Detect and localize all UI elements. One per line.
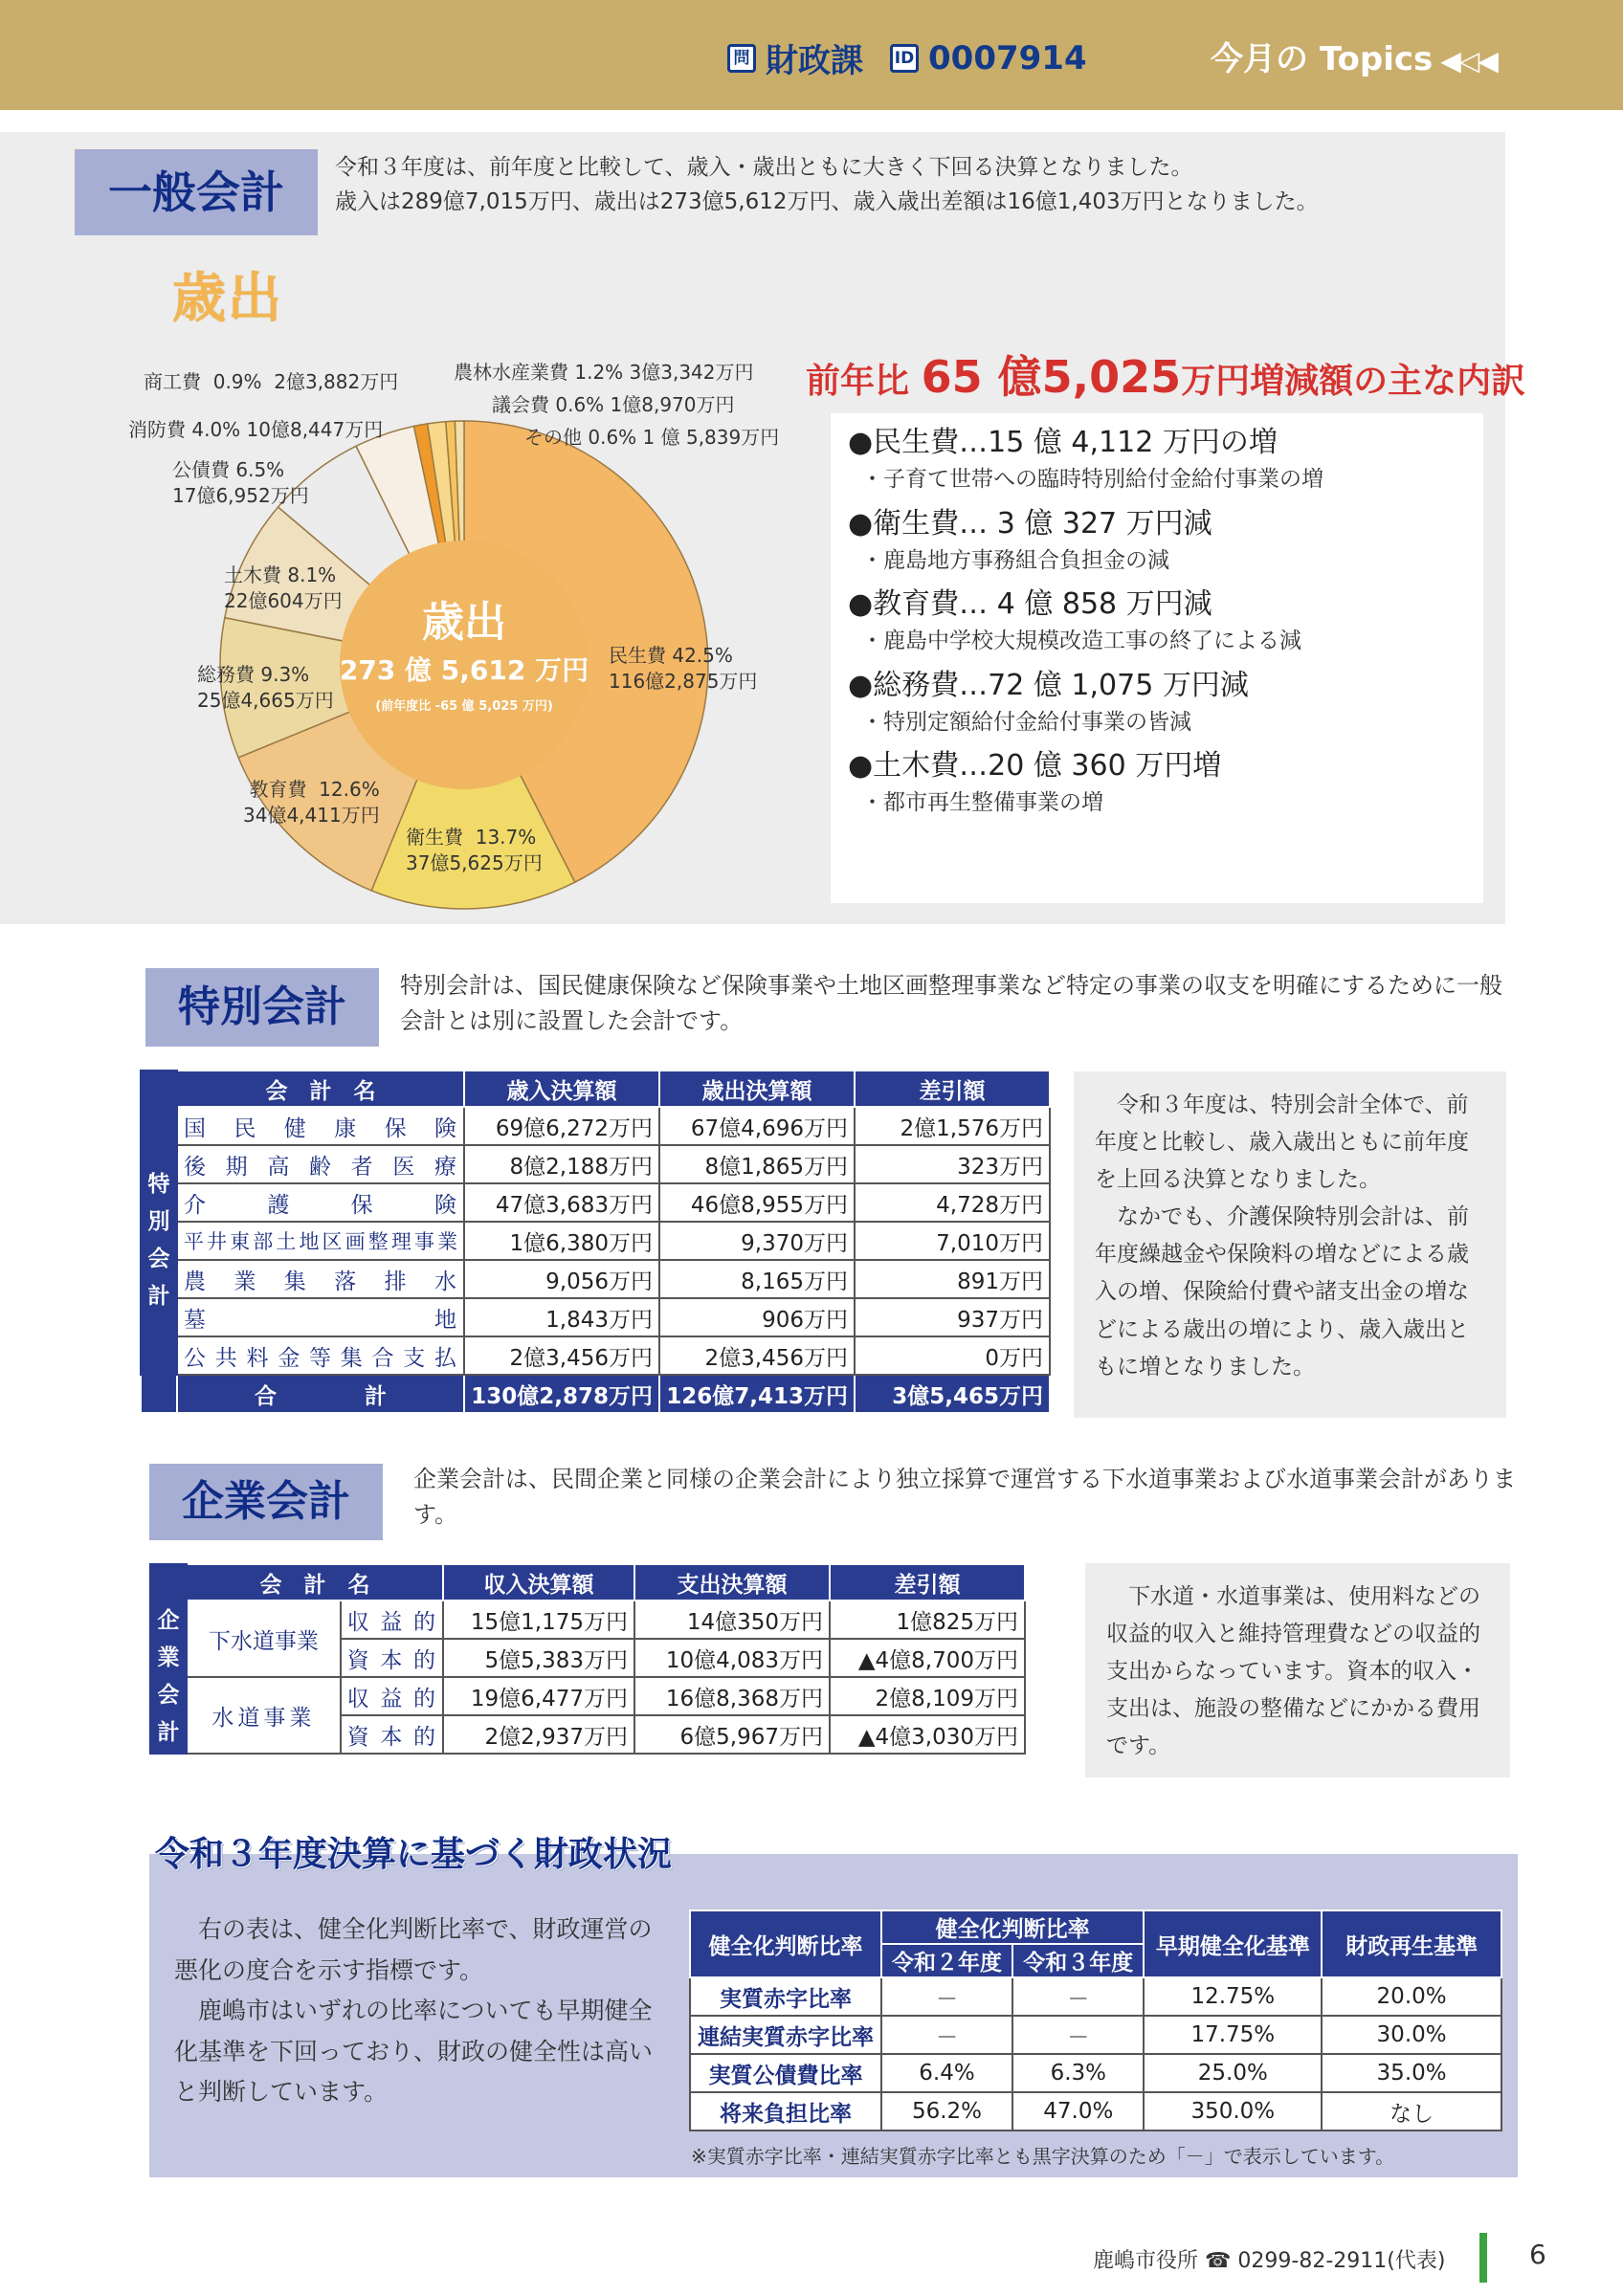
- inquiry-icon: 問: [727, 44, 756, 73]
- col-header: 歳出決算額: [659, 1071, 855, 1107]
- table-row: 墓地 1,843万円 906万円 937万円: [141, 1298, 1050, 1336]
- status-footnote: ※実質赤字比率・連結実質赤字比率とも黒字決算のため「－」で表示しています。: [691, 2145, 1395, 2168]
- enterprise-account-tag: 企業会計: [149, 1464, 383, 1540]
- pie-label-kousai: 公債費 6.5% 17億6,952万円: [172, 458, 309, 507]
- pie-label-other: その他 0.6% 1 億 5,839万円: [524, 426, 780, 449]
- department-label: [727, 34, 1087, 81]
- col-header: 会 計 名: [187, 1564, 443, 1601]
- summary-item: ●土木費…20 億 360 万円増 ・都市再生整備事業の増: [848, 749, 1222, 815]
- header-bar: [0, 0, 1623, 110]
- table-row: 公共料金等集合支払 2億3,456万円 2億3,456万円 0万円: [141, 1336, 1050, 1375]
- donut-center-title: 歳出: [422, 598, 506, 647]
- enterprise-account-note: 下水道・水道事業は、使用料などの収益的収入と維持管理費などの収益的支出からなっています。資本的収入・支出は、施設の整備などにかかる費用です。: [1085, 1563, 1510, 1777]
- table-row: 後期高齢者医療 8億2,188万円 8億1,865万円 323万円: [141, 1145, 1050, 1183]
- table-row: 特別会計 国民健康保険 69億6,272万円 67億4,696万円 2億1,576万円: [141, 1107, 1050, 1145]
- summary-item: ●衛生費… 3 億 327 万円減 ・鹿島地方事務組合負担金の減: [848, 506, 1212, 573]
- donut-center-amount: 273 億 5,612 万円: [339, 654, 589, 686]
- col-header: 差引額: [830, 1564, 1025, 1601]
- table-row: 資本的 2億2,937万円 6億5,967万円 ▲4億3,030万円: [150, 1715, 1025, 1754]
- table-row: 実質赤字比率 － － 12.75% 20.0%: [690, 1977, 1501, 2016]
- topics-label: [1211, 33, 1497, 79]
- summary-item: ●教育費… 4 億 858 万円減 ・鹿島中学校大規模改造工事の終了による減: [848, 587, 1301, 653]
- table-row: 実質公債費比率 6.4% 6.3% 25.0% 35.0%: [690, 2054, 1501, 2092]
- footer-contact: [1093, 2244, 1445, 2274]
- enterprise-vertical-label: 企業会計: [150, 1601, 187, 1754]
- financial-status-title: 令和３年度決算に基づく財政状況: [155, 1835, 673, 1874]
- pie-label-norin: 農林水産業費 1.2% 3億3,342万円: [454, 361, 754, 384]
- table-total-row: 合 計 130億2,878万円 126億7,413万円 3億5,465万円: [141, 1375, 1050, 1413]
- special-account-intro: 特別会計は、国民健康保険など保険事業や土地区画整理事業など特定の事業の収支を明確にするために一般会計とは別に設置した会計です。: [400, 972, 1502, 1035]
- pie-label-shoko: 商工費 0.9% 2億3,882万円: [144, 370, 399, 393]
- general-account-intro: [335, 151, 1493, 219]
- pie-label-minsei: 民生費 42.5% 116億2,875万円: [609, 644, 758, 693]
- table-row: 連結実質赤字比率 － － 17.75% 30.0%: [690, 2016, 1501, 2054]
- col-header: 健全化判断比率: [690, 1910, 881, 1977]
- expense-section-label: 歳出: [172, 268, 283, 330]
- footer-accent-bar: [1479, 2233, 1487, 2283]
- change-summary-box: [831, 413, 1483, 903]
- table-row: 農業集落排水 9,056万円 8,165万円 891万円: [141, 1260, 1050, 1298]
- soundness-ratio-table: [689, 1910, 1502, 2131]
- enterprise-account-table: [149, 1563, 1026, 1755]
- phone-icon: ☎: [1205, 2249, 1232, 2273]
- page-id-number: 0007914: [928, 38, 1087, 77]
- intro-line-1: 令和３年度は、前年度と比較して、歳入・歳出ともに大きく下回る決算となりました。: [335, 155, 1193, 180]
- special-account-tag: 特別会計: [145, 968, 379, 1047]
- summary-item: ●総務費…72 億 1,075 万円減 ・特別定額給付金給付事業の皆減: [848, 668, 1249, 735]
- col-header: 令和３年度: [1012, 1944, 1144, 1977]
- pie-label-somu: 総務費 9.3% 25億4,665万円: [197, 663, 334, 712]
- special-account-table: [140, 1070, 1051, 1414]
- pie-label-gikai: 議会費 0.6% 1億8,970万円: [492, 393, 735, 416]
- intro-line-2: 歳入は289億7,015万円、歳出は273億5,612万円、歳入歳出差額は16億1,403万円となりました。: [335, 188, 1319, 214]
- col-header: 財政再生基準: [1322, 1910, 1501, 1977]
- office-name: 鹿嶋市役所: [1093, 2249, 1199, 2273]
- id-icon: ID: [890, 44, 919, 73]
- col-header: 健全化判断比率: [881, 1910, 1145, 1944]
- table-row: 平井東部土地区画整理事業 1億6,380万円 9,370万円 7,010万円: [141, 1222, 1050, 1260]
- col-header: 令和２年度: [881, 1944, 1012, 1977]
- pie-label-shobo: 消防費 4.0% 10億8,447万円: [128, 418, 384, 441]
- col-header: 早期健全化基準: [1144, 1910, 1322, 1977]
- table-row: 企業会計 下水道事業 収益的 15億1,175万円 14億350万円 1億825万円: [150, 1601, 1025, 1639]
- topics-text: 今月の Topics: [1211, 40, 1434, 78]
- table-row: 資本的 5億5,383万円 10億4,083万円 ▲4億8,700万円: [150, 1639, 1025, 1677]
- special-vertical-label: 特別会計: [141, 1107, 177, 1375]
- summary-item: ●民生費…15 億 4,112 万円の増 ・子育て世帯への臨時特別給付金給付事業の増: [848, 426, 1323, 492]
- table-row: 介護保険 47億3,683万円 46億8,955万円 4,728万円: [141, 1183, 1050, 1222]
- table-row: 将来負担比率 56.2% 47.0% 350.0% なし: [690, 2092, 1501, 2130]
- enterprise-account-intro: 企業会計は、民間企業と同様の企業会計により独立採算で運営する下水道事業および水道事業会計があります。: [413, 1466, 1516, 1529]
- table-row: 水道事業 収益的 19億6,477万円 16億8,368万円 2億8,109万円: [150, 1677, 1025, 1715]
- pie-label-doboku: 土木費 8.1% 22億604万円: [224, 563, 343, 612]
- col-header: 支出決算額: [634, 1564, 830, 1601]
- triangle-arrows-icon: ◀◁◀: [1440, 45, 1497, 77]
- general-account-tag: 一般会計: [75, 149, 318, 235]
- special-account-note: 令和３年度は、特別会計全体で、前年度と比較し、歳入歳出ともに前年度を上回る決算となりました。 なかでも、介護保険特別会計は、前年度繰越金や保険料の増などによる歳入の増、保険給付費や諸支出金の増などによる歳出の増により、歳入歳出ともに増となりました。: [1074, 1071, 1506, 1418]
- pie-label-kyoiku: 教育費 12.6% 34億4,411万円: [243, 778, 380, 827]
- donut-center-note: (前年度比 -65 億 5,025 万円): [375, 699, 553, 714]
- col-header: 会 計 名: [177, 1071, 464, 1107]
- pie-label-eisei: 衛生費 13.7% 37億5,625万円: [406, 826, 543, 874]
- financial-status-text: 右の表は、健全化判断比率で、財政運営の悪化の度合を示す指標です。 鹿嶋市はいずれの比率についても早期健全化基準を下回っており、財政の健全性は高いと判断しています。: [174, 1915, 654, 2106]
- change-summary-heading: 前年比 65 億5,025万円増減額の主な内訳: [806, 351, 1526, 403]
- department-name: 財政課: [766, 42, 863, 80]
- col-header: 差引額: [855, 1071, 1050, 1107]
- col-header: 歳入決算額: [464, 1071, 659, 1107]
- phone-number: 0299-82-2911(代表): [1237, 2249, 1446, 2273]
- page-number: 6: [1529, 2239, 1546, 2270]
- col-header: 収入決算額: [443, 1564, 634, 1601]
